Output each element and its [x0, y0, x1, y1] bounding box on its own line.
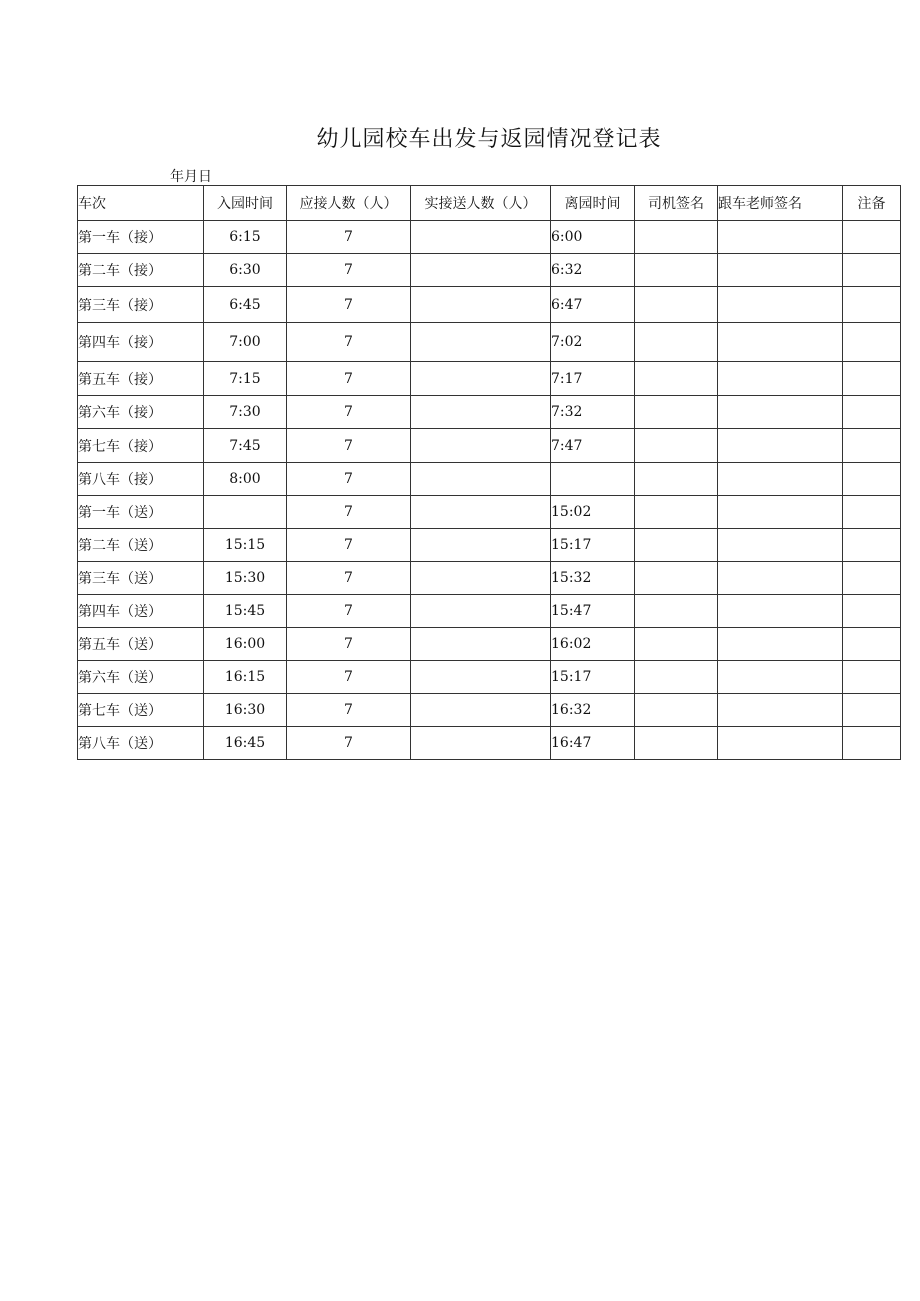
teacher-signature-cell [718, 661, 843, 694]
arrive-time-cell: 15:15 [204, 529, 287, 562]
driver-signature-cell [635, 661, 718, 694]
driver-signature-cell [635, 595, 718, 628]
note-cell [843, 529, 901, 562]
trip-cell: 第二车（送） [78, 529, 204, 562]
arrive-time-cell: 6:15 [204, 221, 287, 254]
driver-signature-cell [635, 254, 718, 287]
actual-count-cell [411, 323, 551, 362]
driver-signature-cell [635, 496, 718, 529]
expected-count-cell: 7 [287, 727, 411, 760]
teacher-signature-cell [718, 727, 843, 760]
registration-table [77, 185, 901, 760]
driver-signature-cell [635, 396, 718, 429]
table-row [78, 396, 901, 429]
header-row [78, 186, 901, 221]
table-row [78, 463, 901, 496]
depart-time-cell: 7:02 [551, 323, 635, 362]
actual-count-cell [411, 628, 551, 661]
teacher-signature-cell [718, 562, 843, 595]
trip-cell: 第八车（接） [78, 463, 204, 496]
note-cell [843, 287, 901, 323]
note-cell [843, 396, 901, 429]
table-row [78, 429, 901, 463]
note-cell [843, 254, 901, 287]
expected-count-cell: 7 [287, 694, 411, 727]
note-cell [843, 463, 901, 496]
actual-count-cell [411, 694, 551, 727]
driver-signature-cell [635, 727, 718, 760]
teacher-signature-cell [718, 496, 843, 529]
table-row [78, 628, 901, 661]
table-row [78, 727, 901, 760]
depart-time-cell: 16:32 [551, 694, 635, 727]
trip-cell: 第三车（接） [78, 287, 204, 323]
expected-count-cell: 7 [287, 529, 411, 562]
table-row [78, 221, 901, 254]
header-cell-arrive-time: 入园时间 [204, 186, 287, 221]
depart-time-cell: 15:17 [551, 661, 635, 694]
arrive-time-cell: 6:30 [204, 254, 287, 287]
arrive-time-cell: 15:30 [204, 562, 287, 595]
expected-count-cell: 7 [287, 287, 411, 323]
depart-time-cell: 15:47 [551, 595, 635, 628]
driver-signature-cell [635, 287, 718, 323]
driver-signature-cell [635, 429, 718, 463]
note-cell [843, 727, 901, 760]
actual-count-cell [411, 429, 551, 463]
expected-count-cell: 7 [287, 661, 411, 694]
table-row [78, 661, 901, 694]
depart-time-cell: 16:02 [551, 628, 635, 661]
expected-count-cell: 7 [287, 396, 411, 429]
teacher-signature-cell [718, 429, 843, 463]
trip-cell: 第七车（接） [78, 429, 204, 463]
expected-count-cell: 7 [287, 562, 411, 595]
expected-count-cell: 7 [287, 362, 411, 396]
trip-cell: 第四车（送） [78, 595, 204, 628]
actual-count-cell [411, 463, 551, 496]
note-cell [843, 221, 901, 254]
actual-count-cell [411, 661, 551, 694]
header-cell-trip: 车次 [78, 186, 204, 221]
table-body [78, 186, 901, 760]
header-cell-note: 注备 [843, 186, 901, 221]
arrive-time-cell: 7:30 [204, 396, 287, 429]
teacher-signature-cell [718, 694, 843, 727]
arrive-time-cell: 7:15 [204, 362, 287, 396]
teacher-signature-cell [718, 595, 843, 628]
arrive-time-cell [204, 496, 287, 529]
arrive-time-cell: 8:00 [204, 463, 287, 496]
depart-time-cell: 6:47 [551, 287, 635, 323]
expected-count-cell: 7 [287, 221, 411, 254]
arrive-time-cell: 7:00 [204, 323, 287, 362]
depart-time-cell: 15:17 [551, 529, 635, 562]
note-cell [843, 595, 901, 628]
actual-count-cell [411, 529, 551, 562]
note-cell [843, 694, 901, 727]
actual-count-cell [411, 221, 551, 254]
page-title: 幼儿园校车出发与返园情况登记表 [316, 127, 662, 152]
trip-cell: 第四车（接） [78, 323, 204, 362]
trip-cell: 第二车（接） [78, 254, 204, 287]
trip-cell: 第八车（送） [78, 727, 204, 760]
table-row [78, 496, 901, 529]
trip-cell: 第一车（接） [78, 221, 204, 254]
depart-time-cell: 15:02 [551, 496, 635, 529]
driver-signature-cell [635, 221, 718, 254]
arrive-time-cell: 16:30 [204, 694, 287, 727]
actual-count-cell [411, 562, 551, 595]
table-row [78, 694, 901, 727]
arrive-time-cell: 16:00 [204, 628, 287, 661]
driver-signature-cell [635, 529, 718, 562]
expected-count-cell: 7 [287, 463, 411, 496]
trip-cell: 第五车（接） [78, 362, 204, 396]
note-cell [843, 496, 901, 529]
arrive-time-cell: 15:45 [204, 595, 287, 628]
table-row [78, 323, 901, 362]
depart-time-cell: 16:47 [551, 727, 635, 760]
actual-count-cell [411, 595, 551, 628]
depart-time-cell: 6:32 [551, 254, 635, 287]
header-cell-teacher-signature: 跟车老师签名 [718, 186, 843, 221]
depart-time-cell [551, 463, 635, 496]
date-label: 年月日 [170, 169, 212, 185]
actual-count-cell [411, 287, 551, 323]
driver-signature-cell [635, 323, 718, 362]
arrive-time-cell: 16:45 [204, 727, 287, 760]
header-cell-actual-count: 实接送人数（人） [411, 186, 551, 221]
depart-time-cell: 7:47 [551, 429, 635, 463]
arrive-time-cell: 16:15 [204, 661, 287, 694]
note-cell [843, 323, 901, 362]
trip-cell: 第七车（送） [78, 694, 204, 727]
table-row [78, 362, 901, 396]
teacher-signature-cell [718, 628, 843, 661]
expected-count-cell: 7 [287, 628, 411, 661]
expected-count-cell: 7 [287, 496, 411, 529]
note-cell [843, 362, 901, 396]
table-row [78, 254, 901, 287]
note-cell [843, 661, 901, 694]
header-cell-depart-time: 离园时间 [551, 186, 635, 221]
teacher-signature-cell [718, 254, 843, 287]
trip-cell: 第六车（接） [78, 396, 204, 429]
table-row [78, 562, 901, 595]
note-cell [843, 628, 901, 661]
expected-count-cell: 7 [287, 429, 411, 463]
teacher-signature-cell [718, 287, 843, 323]
trip-cell: 第五车（送） [78, 628, 204, 661]
driver-signature-cell [635, 362, 718, 396]
table-row [78, 529, 901, 562]
teacher-signature-cell [718, 529, 843, 562]
teacher-signature-cell [718, 396, 843, 429]
depart-time-cell: 7:32 [551, 396, 635, 429]
expected-count-cell: 7 [287, 595, 411, 628]
teacher-signature-cell [718, 323, 843, 362]
actual-count-cell [411, 254, 551, 287]
trip-cell: 第三车（送） [78, 562, 204, 595]
teacher-signature-cell [718, 463, 843, 496]
note-cell [843, 429, 901, 463]
depart-time-cell: 6:00 [551, 221, 635, 254]
arrive-time-cell: 6:45 [204, 287, 287, 323]
table-row [78, 287, 901, 323]
table-row [78, 595, 901, 628]
driver-signature-cell [635, 463, 718, 496]
teacher-signature-cell [718, 362, 843, 396]
actual-count-cell [411, 396, 551, 429]
driver-signature-cell [635, 628, 718, 661]
trip-cell: 第六车（送） [78, 661, 204, 694]
depart-time-cell: 7:17 [551, 362, 635, 396]
driver-signature-cell [635, 694, 718, 727]
header-cell-expected-count: 应接人数（人） [287, 186, 411, 221]
depart-time-cell: 15:32 [551, 562, 635, 595]
expected-count-cell: 7 [287, 323, 411, 362]
expected-count-cell: 7 [287, 254, 411, 287]
trip-cell: 第一车（送） [78, 496, 204, 529]
note-cell [843, 562, 901, 595]
arrive-time-cell: 7:45 [204, 429, 287, 463]
teacher-signature-cell [718, 221, 843, 254]
header-cell-driver-signature: 司机签名 [635, 186, 718, 221]
driver-signature-cell [635, 562, 718, 595]
actual-count-cell [411, 362, 551, 396]
actual-count-cell [411, 496, 551, 529]
actual-count-cell [411, 727, 551, 760]
